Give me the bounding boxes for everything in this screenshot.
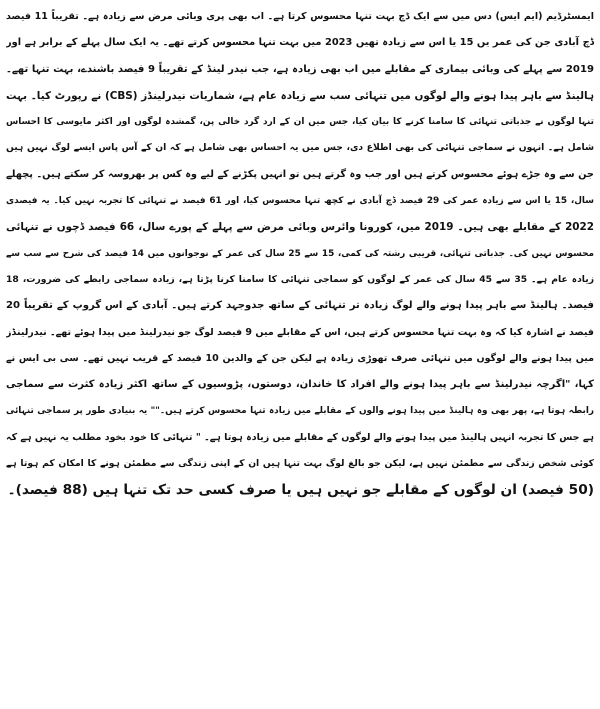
article-line: میں پیدا ہونے والے لوگوں میں تنہائی صرف تھوڑی زیادہ ہے لیکن جن کے والدین 10 فیصد کے قریب نہیں تھے۔ سی بی ایس نے <box>6 352 594 364</box>
article-line: زیادہ عام ہے۔ 35 سے 45 سال کی عمر کے لوگوں کو سماجی تنہائی کا سامنا کرنا پڑتا ہے، زیادہ سماجی رابطے کی ضرورت، 18 <box>6 273 594 285</box>
article-line: جن سے وہ جڑے ہوئے محسوس کرتے ہیں اور جب وہ گرتے ہیں تو انہیں پکڑنے کے لیے وہ کس پر بھروسہ کر سکتے ہیں۔ پچھلے <box>6 168 594 180</box>
article-line: ایمسٹرڈیم (ایم ایس) دس میں سے ایک ڈچ بہت تنہا محسوس کرتا ہے۔ اب بھی پری وبائی مرض سے زیادہ ہے۔ تقریباً 11 فیصد <box>6 11 594 22</box>
article-line: فیصد نے اشارہ کیا کہ وہ بہت تنہا محسوس کرتے ہیں، اس کے مقابلے میں 9 فیصد لوگ جو نیدرلینڈ میں پیدا ہوئے تھے۔ نیدرلینڈز <box>6 326 594 338</box>
article-line: (50 فیصد) ان لوگوں کے مقابلے جو نہیں ہیں یا صرف کسی حد تک تنہا ہیں (88 فیصد)۔ <box>7 482 594 499</box>
article-line: کوئی شخص زندگی سے مطمئن نہیں ہے، لیکن جو بالغ لوگ بہت تنہا ہیں ان کے اپنی زندگی سے مطمئن ہونے کا امکان کم ہوتا ہے <box>6 458 594 470</box>
article-line: ہے جس کا تجربہ انہیں ہالینڈ میں پیدا ہونے والے لوگوں کے مقابلے میں زیادہ ہوتا ہے۔ " تنہائی کا خود بخود مطلب یہ نہیں ہے کہ <box>6 431 594 443</box>
article-line: 2022 کے مقابلے بھی ہیں۔ 2019 میں، کورونا وائرس وبائی مرض سے پہلے کے پورے سال، 66 فیصد ڈچوں نے تنہائی <box>6 221 594 234</box>
article-line: 2019 سے پہلے کی وبائی بیماری کے مقابلے میں اب بھی زیادہ ہے، جب نیدر لینڈ کے تقریباً 9 فیصد باشندے، بہت تنہا تھے۔ <box>6 63 594 75</box>
article-line: رابطہ ہوتا ہے، پھر بھی وہ ہالینڈ میں پیدا ہونے والوں کے مقابلے میں زیادہ تنہا محسوس کرتے ہیں۔"" یہ بنیادی طور پر سماجی تنہائی <box>6 406 594 417</box>
article-line: ڈچ آبادی جن کی عمر یں 15 یا اس سے زیادہ تھیں 2023 میں بہت تنہا محسوس کرتے تھے۔ یہ ایک سال پہلے کے برابر ہے اور <box>6 37 594 49</box>
article-line: فیصد۔ ہالینڈ سے باہر پیدا ہونے والے لوگ زیادہ تر تنہائی کے ساتھ جدوجہد کرتے ہیں۔ آبادی کے اس گروپ کے تقریباً 20 <box>6 300 594 312</box>
article-line: سال، 15 یا اس سے زیادہ عمر کی 29 فیصد ڈچ آبادی نے کچھ تنہا محسوس کیا، اور 61 فیصد نے تنہائی کا تجربہ نہیں کیا۔ یہ فیصدی <box>6 196 594 207</box>
article-line: ہالینڈ سے باہر پیدا ہونے والے لوگوں میں تنہائی سب سے زیادہ عام ہے، شماریات نیدرلینڈز (CBS) نے رپورٹ کیا۔ بہت <box>6 89 594 102</box>
article-line: محسوس نہیں کی۔ جذباتی تنہائی، قریبی رشتہ کی کمی، 15 سے 25 سال کی عمر کے نوجوانوں میں 14 فیصد کی شرح سے سب سے <box>6 248 594 259</box>
article-line: کہا، "اگرچہ نیدرلینڈ سے باہر پیدا ہونے والے افراد کا خاندان، دوستوں، پڑوسیوں کے ساتھ اکثر زیادہ کثرت سے سماجی <box>6 379 594 391</box>
article-line: شامل ہے۔ انہوں نے سماجی تنہائی کی بھی اطلاع دی، جس میں یہ احساس بھی شامل ہے کہ ان کے آس پاس ایسے لوگ نہیں ہیں <box>6 142 594 154</box>
article-line: تنہا لوگوں نے جذباتی تنہائی کا سامنا کرنے کا بیان کیا، جس میں ان کے ارد گرد خالی پن، گمشدہ لوگوں اور اکثر مایوسی کا احساس <box>6 117 594 128</box>
